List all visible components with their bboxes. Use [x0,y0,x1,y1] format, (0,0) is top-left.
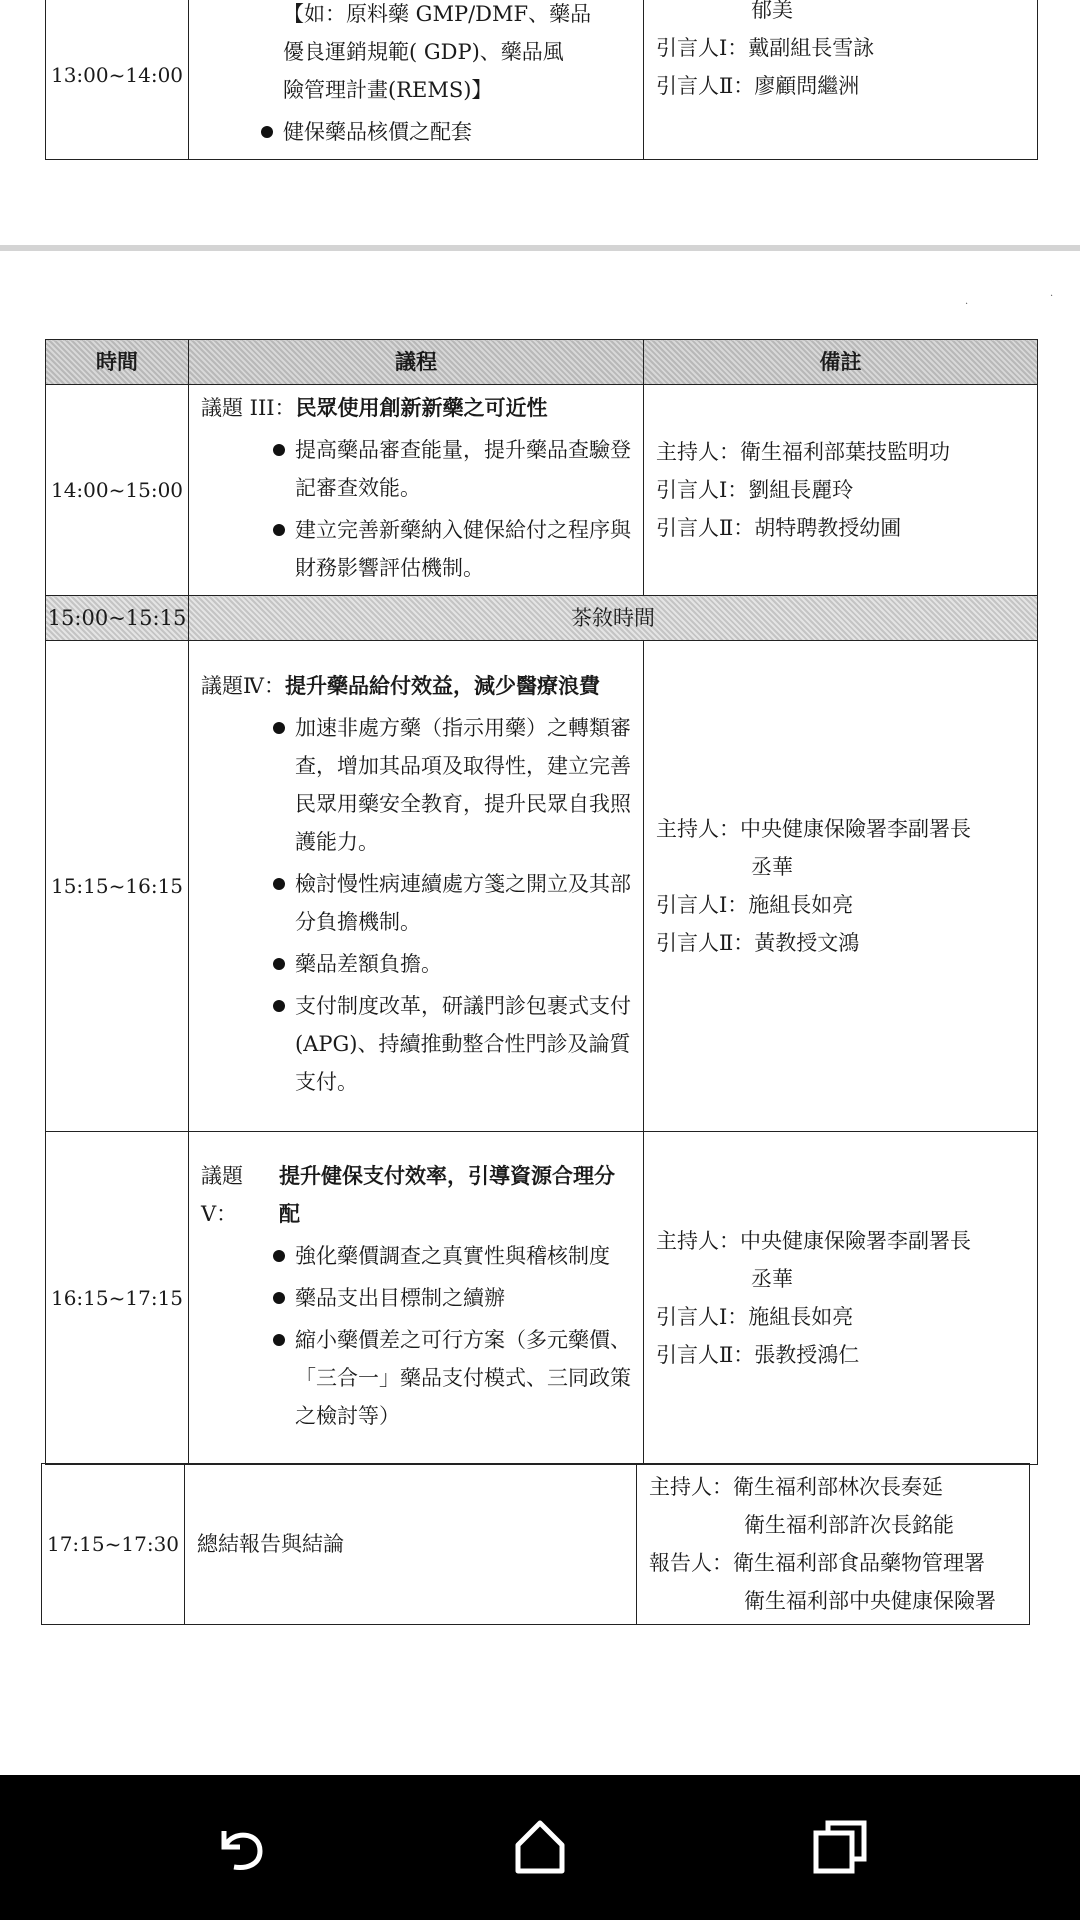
table-header-row [46,340,1038,385]
agenda-cell: 總結報告與結論 [185,1464,637,1625]
recents-button[interactable] [810,1817,870,1877]
remark-line: 衛生福利部許次長銘能 [744,1513,954,1537]
agenda-bullet: 藥品差額負擔。 [271,945,635,983]
topic-heading [201,667,635,705]
time-cell: 13:00~14:00 [46,0,189,160]
remark-line: 引言人Ⅱ：胡特聘教授幼圃 [656,516,902,540]
table-row [46,1132,1038,1465]
table-row-break [46,596,1038,641]
agenda-bullet: 健保藥品核價之配套 [259,113,635,151]
scan-speck: · [1050,291,1054,302]
remark-line: 主持人：衛生福利部葉技監明功 [656,440,950,464]
remarks-cell [637,1464,1030,1625]
remark-line: 報告人：衛生福利部食品藥物管理署 [649,1551,985,1575]
time-cell: 15:00~15:15 [46,596,189,641]
time-cell: 15:15~16:15 [46,641,189,1132]
break-label: 茶敘時間 [189,596,1038,641]
recents-icon [810,1817,870,1877]
agenda-line: 優良運銷規範( GDP)、藥品風 [283,40,564,64]
home-icon [510,1817,570,1877]
column-header-agenda: 議程 [189,340,644,385]
topic-heading [201,389,635,427]
remark-line: 引言人Ⅰ：施組長如亮 [656,1305,854,1329]
topic-title: 提升健保支付效率，引導資源合理分配 [278,1163,615,1226]
agenda-line: 險管理計畫(REMS)】 [283,78,493,102]
remark-line: 主持人：衛生福利部林次長奏延 [649,1475,943,1499]
agenda-cell [189,0,644,160]
agenda-table [45,339,1038,1465]
agenda-bullet: 強化藥價調查之真實性與稽核制度 [271,1237,635,1275]
agenda-bullet: 縮小藥價差之可行方案（多元藥價、「三合一」藥品支付模式、三同政策之檢討等） [271,1321,635,1435]
topic-label: 議題Ⅳ： [201,674,285,698]
remark-line: 主持人：中央健康保險署李副署長 [656,817,971,841]
table-row [42,1464,1030,1625]
topic-title: 提升藥品給付效益，減少醫療浪費 [284,673,600,698]
remark-line: 引言人Ⅰ：劉組長麗玲 [656,478,854,502]
time-cell: 14:00~15:00 [46,385,189,596]
remarks-cell [644,641,1038,1132]
agenda-bullet: 支付制度改革，研議門診包裹式支付(APG)、持續推動整合性門診及論質支付。 [271,987,635,1101]
column-header-remarks: 備註 [644,340,1038,385]
time-cell: 16:15~17:15 [46,1132,189,1465]
topic-heading [201,1157,635,1233]
topic-title: 民眾使用創新新藥之可近性 [295,395,548,420]
back-button[interactable] [210,1817,270,1877]
remark-line: 丞華 [751,1267,793,1291]
system-navigation-bar [0,1775,1080,1920]
agenda-table-final [41,1463,1030,1625]
agenda-bullet: 加速非處方藥（指示用藥）之轉類審查，增加其品項及取得性，建立完善民眾用藥安全教育，提升民眾自我照護能力。 [271,709,635,861]
remark-line: 主持人：中央健康保險署李副署長 [656,1229,971,1253]
agenda-bullet: 檢討慢性病連續處方箋之開立及其部分負擔機制。 [271,865,635,941]
remark-line: 丞華 [751,855,793,879]
back-icon [210,1817,270,1877]
agenda-line: 【如：原料藥 GMP/DMF、藥品 [283,2,592,26]
table-row [46,0,1038,160]
remarks-cell [644,385,1038,596]
agenda-bullet: 藥品支出目標制之續辦 [271,1279,635,1317]
scan-speck: · [965,299,969,310]
agenda-table-previous [45,0,1038,160]
remark-line: 衛生福利部中央健康保險署 [744,1589,996,1613]
remarks-cell [644,0,1038,160]
home-button[interactable] [510,1817,570,1877]
column-header-time: 時間 [46,340,189,385]
agenda-cell [189,1132,644,1465]
remark-line: 引言人Ⅱ：廖顧問繼洲 [656,74,860,98]
remark-line: 郁美 [751,0,793,22]
agenda-bullet: 提高藥品審查能量，提升藥品查驗登記審查效能。 [271,431,635,507]
remarks-cell [644,1132,1038,1465]
time-cell: 17:15~17:30 [42,1464,185,1625]
document-page [0,251,1080,1775]
document-page-previous [0,0,1080,245]
agenda-bullet: 建立完善新藥納入健保給付之程序與財務影響評估機制。 [271,511,635,587]
topic-label: 議題Ⅴ： [201,1164,243,1226]
agenda-cell [189,641,644,1132]
table-row [46,385,1038,596]
agenda-cell [189,385,644,596]
topic-label: 議題 III： [201,396,296,420]
remark-line: 引言人Ⅰ：戴副組長雪詠 [656,36,875,60]
remark-line: 引言人Ⅱ：黃教授文鴻 [656,931,860,955]
table-row [46,641,1038,1132]
remark-line: 引言人Ⅰ：施組長如亮 [656,893,854,917]
remark-line: 引言人Ⅱ：張教授鴻仁 [656,1343,860,1367]
